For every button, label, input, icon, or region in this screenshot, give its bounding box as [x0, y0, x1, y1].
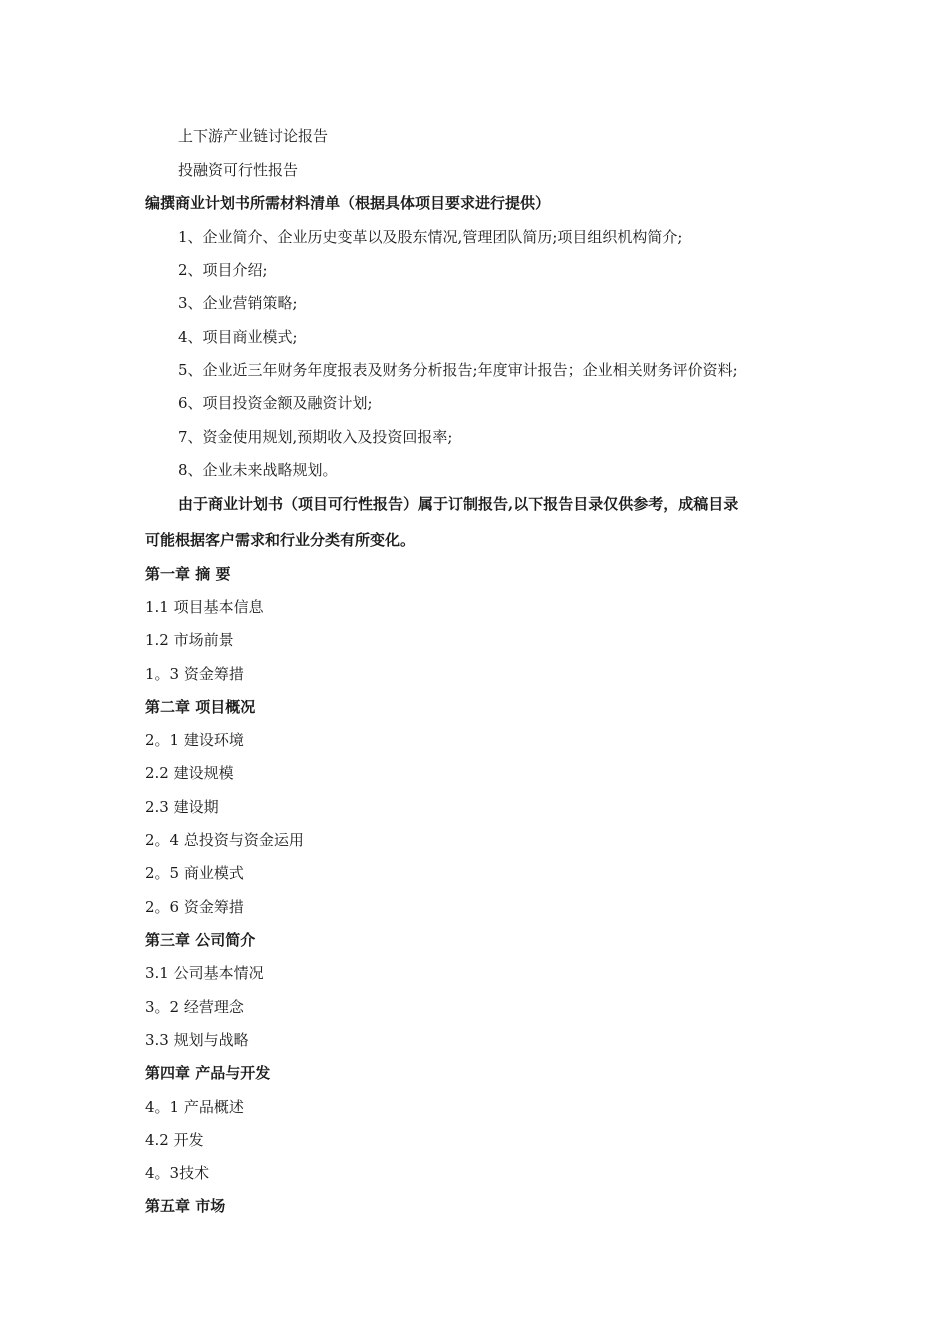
section-1-3: 1。3 资金筹措 [145, 665, 244, 683]
intro-line-1: 上下游产业链讨论报告 [178, 127, 329, 145]
section-2-4: 2。4 总投资与资金运用 [145, 831, 304, 849]
section-4-3: 4。3技术 [145, 1164, 210, 1182]
chapter-3-title: 第三章 公司简介 [145, 931, 256, 949]
intro-line-2: 投融资可行性报告 [178, 161, 299, 179]
material-item-8: 8、企业未来战略规划。 [178, 461, 338, 479]
section-2-5: 2。5 商业模式 [145, 864, 244, 882]
material-item-5: 5、企业近三年财务年度报表及财务分析报告;年度审计报告；企业相关财务评价资料; [178, 361, 738, 379]
section-3-1: 3.1 公司基本情况 [145, 964, 264, 982]
chapter-5-title: 第五章 市场 [145, 1197, 226, 1215]
chapter-1-title: 第一章 摘 要 [145, 565, 231, 583]
note-line-2: 可能根据客户需求和行业分类有所变化。 [145, 531, 416, 549]
material-item-4: 4、项目商业模式; [178, 328, 298, 346]
section-4-2: 4.2 开发 [145, 1131, 204, 1149]
section-2-6: 2。6 资金筹措 [145, 898, 244, 916]
section-3-2: 3。2 经营理念 [145, 998, 244, 1016]
section-2-1: 2。1 建设环境 [145, 731, 244, 749]
material-item-2: 2、项目介绍; [178, 261, 268, 279]
material-item-3: 3、企业营销策略; [178, 294, 298, 312]
section-2-2: 2.2 建设规模 [145, 764, 234, 782]
material-item-7: 7、资金使用规划,预期收入及投资回报率; [178, 428, 453, 446]
section-1-2: 1.2 市场前景 [145, 631, 234, 649]
material-item-1: 1、企业简介、企业历史变革以及股东情况,管理团队简历;项目组织机构简介; [178, 228, 683, 246]
chapter-2-title: 第二章 项目概况 [145, 698, 256, 716]
section-4-1: 4。1 产品概述 [145, 1098, 244, 1116]
chapter-4-title: 第四章 产品与开发 [145, 1064, 271, 1082]
section-1-1: 1.1 项目基本信息 [145, 598, 264, 616]
materials-heading: 编撰商业计划书所需材料清单（根据具体项目要求进行提供） [145, 194, 551, 212]
material-item-6: 6、项目投资金额及融资计划; [178, 394, 373, 412]
section-3-3: 3.3 规划与战略 [145, 1031, 249, 1049]
note-line-1: 由于商业计划书（项目可行性报告）属于订制报告,以下报告目录仅供参考，成稿目录 [178, 495, 739, 513]
section-2-3: 2.3 建设期 [145, 798, 219, 816]
